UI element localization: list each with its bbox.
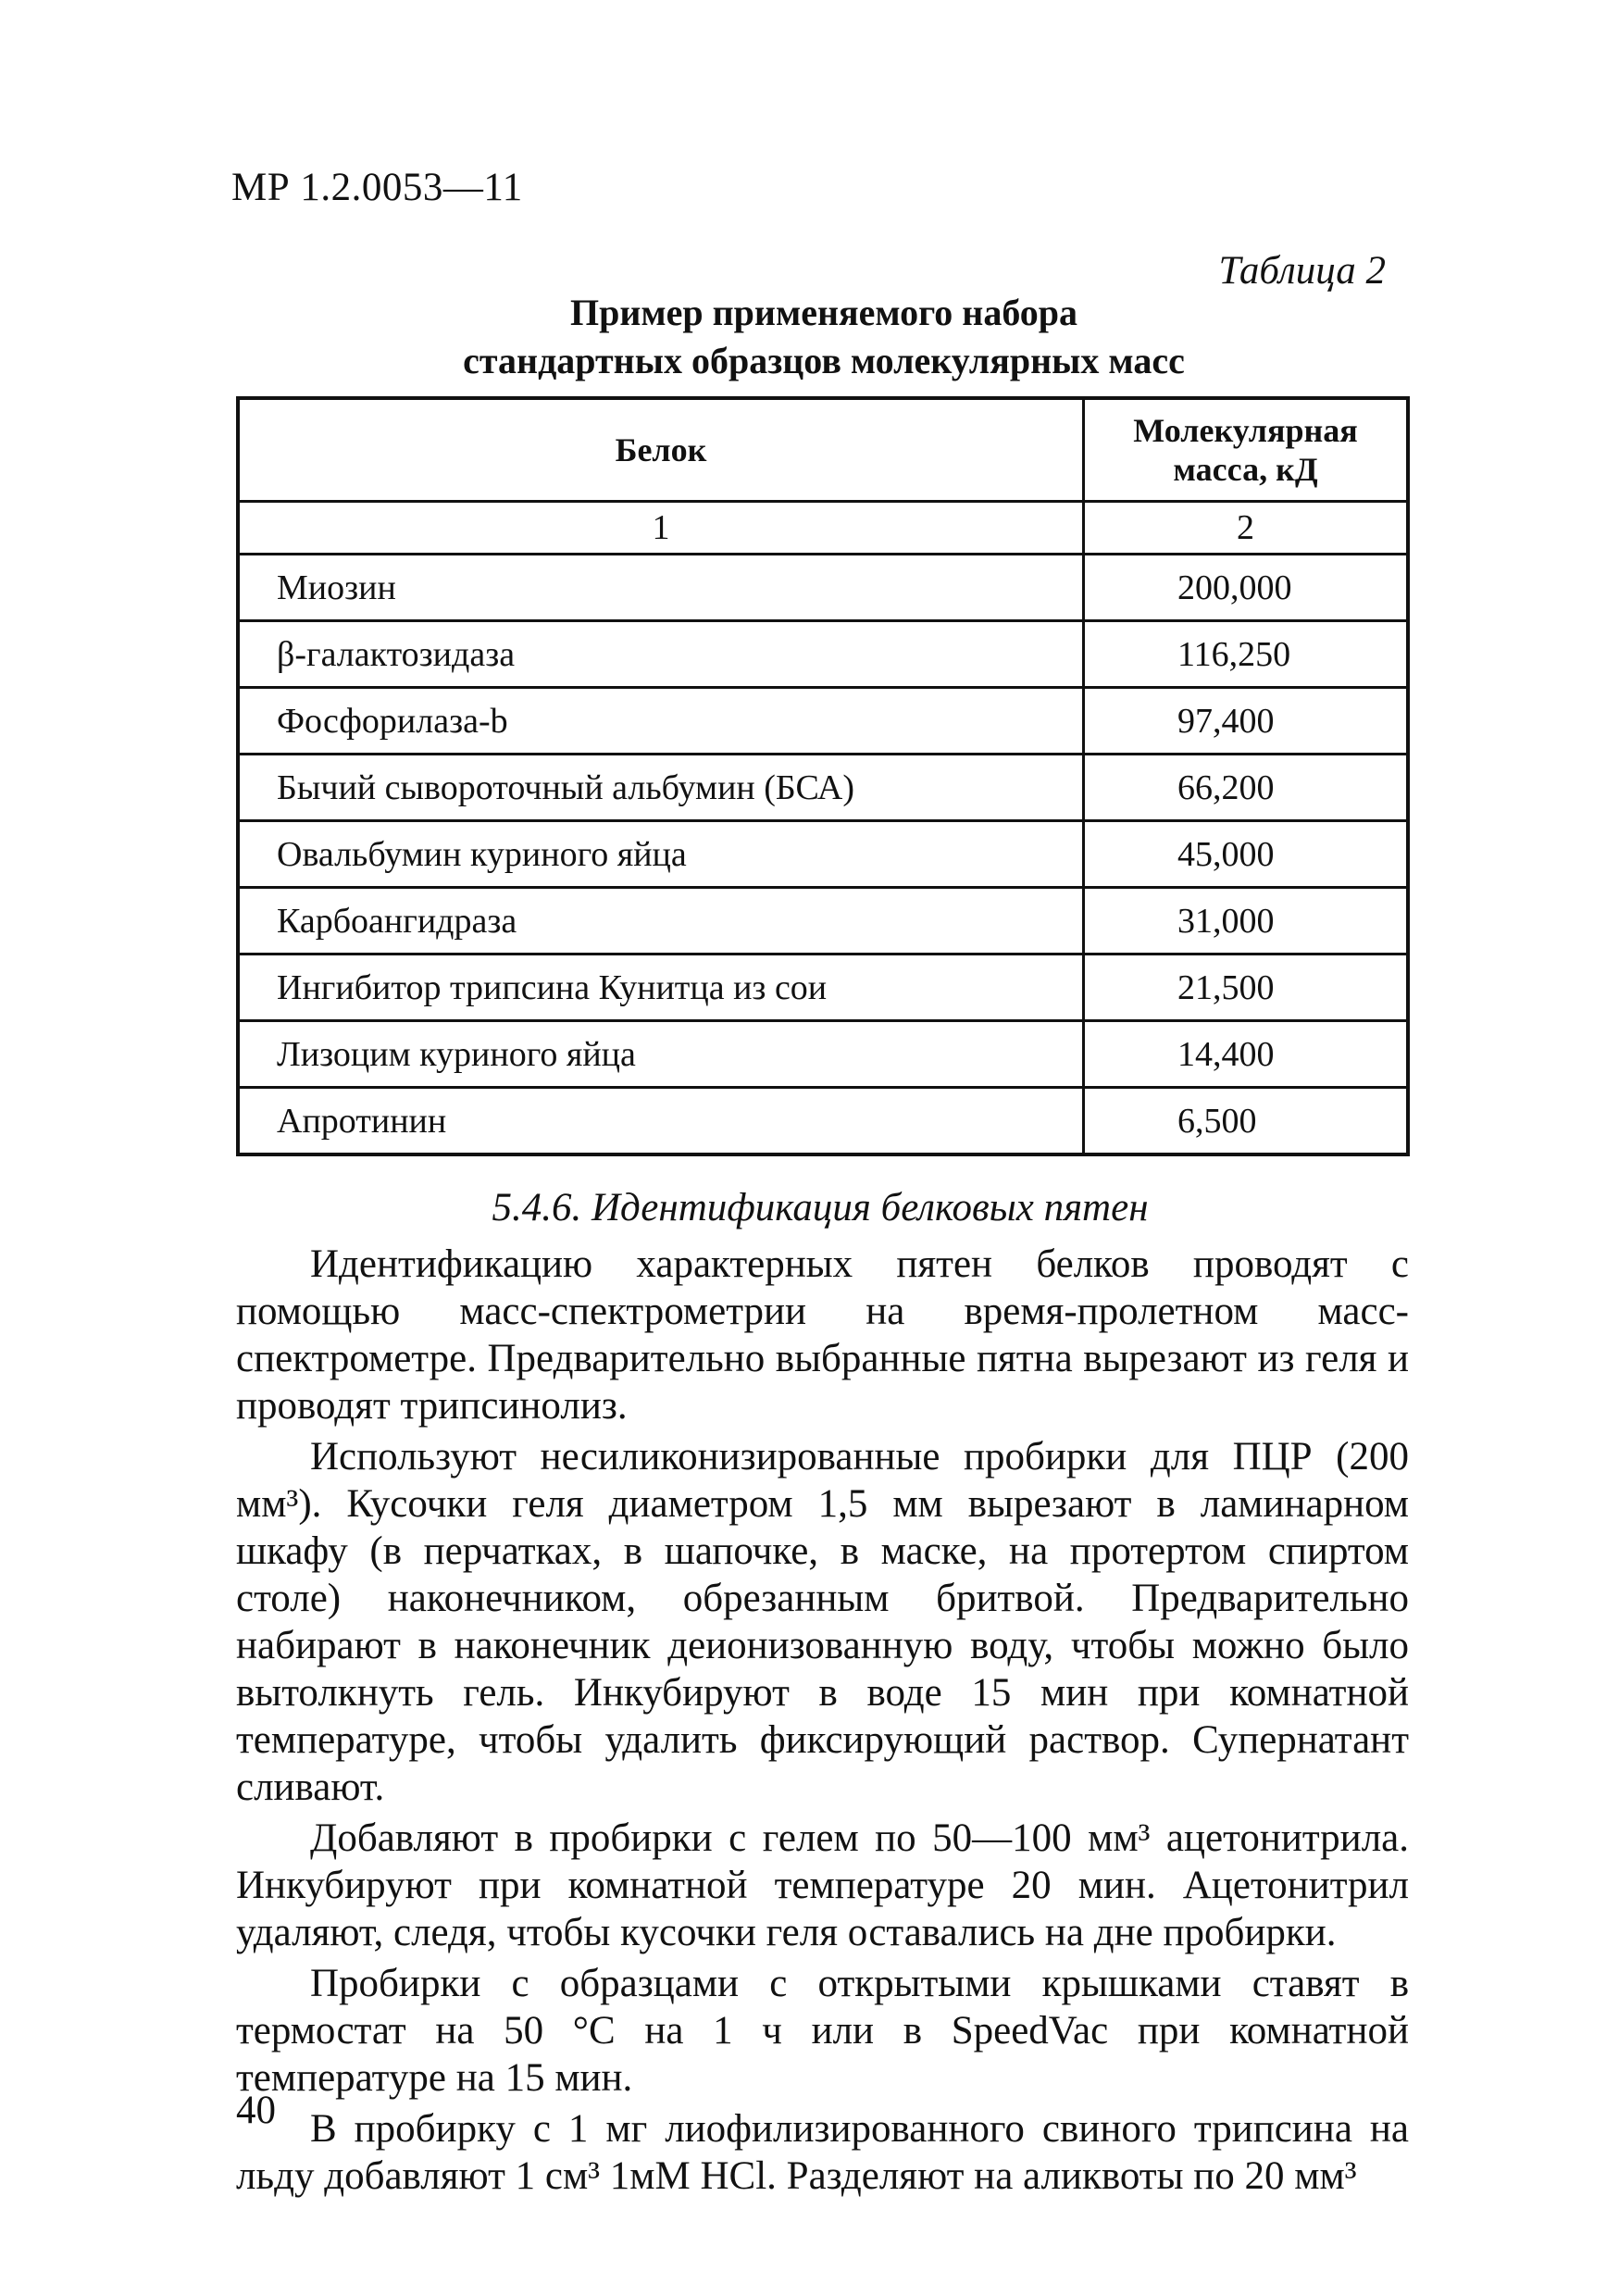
table-row — [238, 688, 1408, 755]
table-header-row — [238, 398, 1408, 502]
table-title — [278, 289, 1370, 385]
protein-mass-table — [236, 396, 1410, 1156]
paragraph: Пробирки с образцами с открытыми крышками ставят в термостат на 50 °С на 1 ч или в SpeedVac при комнатной температуре на 15 мин. — [236, 1962, 1409, 2100]
paragraph: В пробирку с 1 мг лиофилизированного свиного трипсина на льду добавляют 1 см³ 1мМ HCl. Разделяют на аликвоты по 20 мм³ — [236, 2107, 1409, 2198]
molecular-mass: 45,000 — [1084, 821, 1409, 888]
table-label: Таблица 2 — [1218, 249, 1386, 293]
table-title-line-1: Пример применяемого набора — [569, 292, 1078, 333]
body-text — [236, 1241, 1409, 2203]
column-number-2: 2 — [1084, 502, 1409, 555]
protein-name: Карбоангидраза — [238, 888, 1084, 955]
table-row — [238, 1021, 1408, 1088]
page-number: 40 — [236, 2089, 276, 2132]
protein-name: Лизоцим куриного яйца — [238, 1021, 1084, 1088]
molecular-mass: 6,500 — [1084, 1088, 1409, 1155]
table-row — [238, 1088, 1408, 1155]
protein-name: Ингибитор трипсина Кунитца из сои — [238, 955, 1084, 1021]
molecular-mass: 200,000 — [1084, 555, 1409, 621]
molecular-mass: 14,400 — [1084, 1021, 1409, 1088]
table-row — [238, 621, 1408, 688]
paragraph: Добавляют в пробирки с гелем по 50—100 мм³ ацетонитрила. Инкубируют при комнатной температуре 20 мин. Ацетонитрил удаляют, следя, чтобы кусочки геля оставались на дне пробирки. — [236, 1816, 1409, 1954]
table-row — [238, 555, 1408, 621]
table-row — [238, 955, 1408, 1021]
column-number-1: 1 — [238, 502, 1084, 555]
table-title-line-2: стандартных образцов молекулярных масс — [463, 340, 1185, 381]
molecular-mass: 21,500 — [1084, 955, 1409, 1021]
protein-name: β-галактозидаза — [238, 621, 1084, 688]
protein-name: Миозин — [238, 555, 1084, 621]
protein-name: Овальбумин куриного яйца — [238, 821, 1084, 888]
section-heading: 5.4.6. Идентификация белковых пятен — [492, 1186, 1149, 1229]
column-number-row — [238, 502, 1408, 555]
table-row — [238, 888, 1408, 955]
table-row — [238, 755, 1408, 821]
molecular-mass: 31,000 — [1084, 888, 1409, 955]
protein-name: Бычий сывороточный альбумин (БСА) — [238, 755, 1084, 821]
paragraph: Используют несиликонизированные пробирки для ПЦР (200 мм³). Кусочки геля диаметром 1,5 мм вырезают в ламинарном шкафу (в перчатках, в шапочке, в маске, на протертом спиртом столе) наконечником, обрезанным бритвой. Предварительно набирают в наконечник деионизованную воду, чтобы можно было вытолкнуть гель. Инкубируют в воде 15 мин при комнатной температуре, чтобы удалить фиксирующий раствор. Супернатант сливают. — [236, 1435, 1409, 1809]
column-header-mass: Молекулярная масса, кД — [1084, 398, 1409, 502]
molecular-mass: 116,250 — [1084, 621, 1409, 688]
protein-name: Фосфорилаза-b — [238, 688, 1084, 755]
molecular-mass: 97,400 — [1084, 688, 1409, 755]
table-row — [238, 821, 1408, 888]
document-code: МР 1.2.0053—11 — [231, 166, 523, 209]
molecular-mass: 66,200 — [1084, 755, 1409, 821]
column-header-protein: Белок — [238, 398, 1084, 502]
paragraph: Идентификацию характерных пятен белков проводят с помощью масс-спектрометрии на время-пролетном масс-спектрометре. Предварительно выбранные пятна вырезают из геля и проводят трипсинолиз. — [236, 1242, 1409, 1428]
protein-name: Апротинин — [238, 1088, 1084, 1155]
